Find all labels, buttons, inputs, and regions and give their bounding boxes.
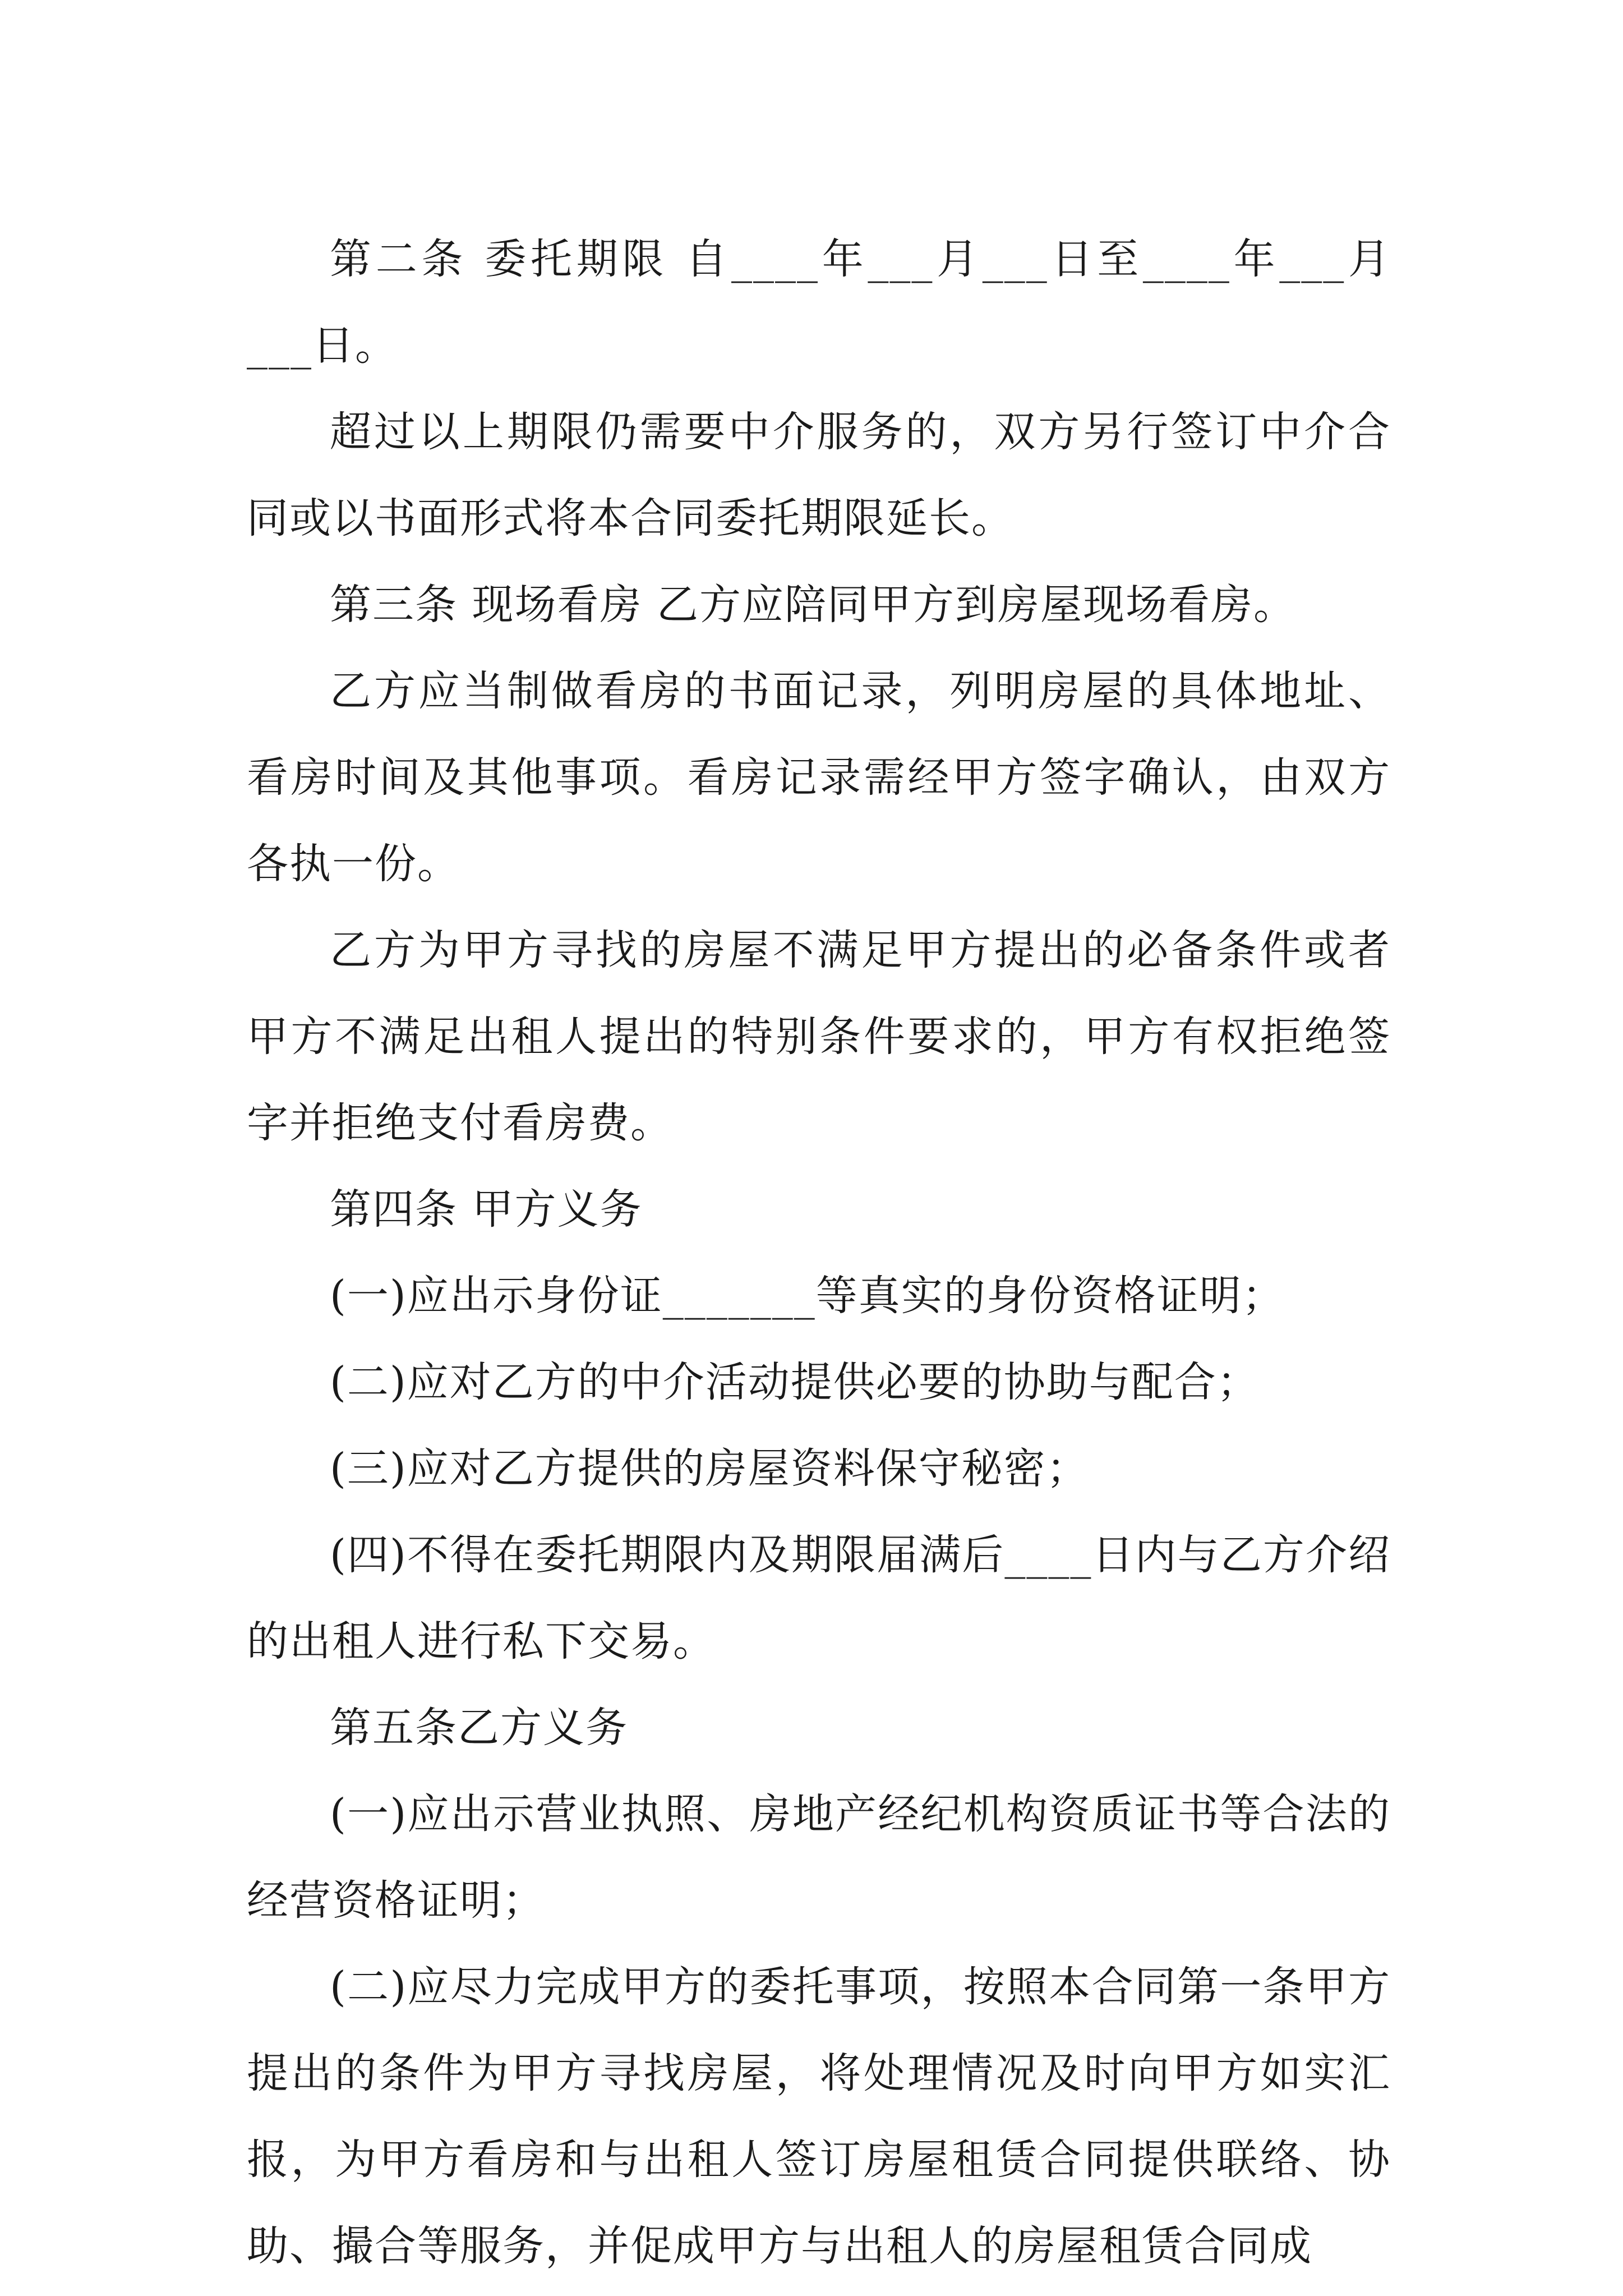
clause-4-item-1: (一)应出示身份证_______等真实的身份资格证明； <box>330 1272 1285 1320</box>
clause-2-term: 第二条 委托期限 自____年___月___日至____年___月___日。 <box>247 235 1391 370</box>
clause-3-refusal: 乙方为甲方寻找的房屋不满足甲方提出的必备条件或者甲方不满足出租人提出的特别条件要求的，甲方有权拒绝签字并拒绝支付看房费。 <box>247 926 1391 1147</box>
clause-4-heading: 第四条 甲方义务 <box>330 1185 643 1234</box>
clause-3-viewing: 第三条 现场看房 乙方应陪同甲方到房屋现场看房。 <box>330 581 1297 629</box>
clause-4-item-4: (四)不得在委托期限内及期限届满后____日内与乙方介绍的出租人进行私下交易。 <box>247 1531 1391 1665</box>
document-body <box>247 216 1391 2289</box>
clause-5-item-2: (二)应尽力完成甲方的委托事项，按照本合同第一条甲方提出的条件为甲方寻找房屋，将处理情况及时向甲方如实汇报，为甲方看房和与出租人签订房屋租赁合同提供联络、协助、撮合等服务，并促成甲方与出租人的房屋租赁合同成 <box>247 1963 1391 2270</box>
clause-4-item-3: (三)应对乙方提供的房屋资料保守秘密； <box>330 1444 1089 1493</box>
clause-2-extension: 超过以上期限仍需要中介服务的，双方另行签订中介合同或以书面形式将本合同委托期限延长。 <box>247 408 1391 542</box>
clause-5-heading: 第五条乙方义务 <box>330 1704 628 1752</box>
clause-5-item-1: (一)应出示营业执照、房地产经纪机构资质证书等合法的经营资格证明； <box>247 1790 1391 1925</box>
clause-4-item-2: (二)应对乙方的中介活动提供必要的协助与配合； <box>330 1358 1260 1406</box>
clause-3-record: 乙方应当制做看房的书面记录，列明房屋的具体地址、看房时间及其他事项。看房记录需经甲方签字确认，由双方各执一份。 <box>247 667 1391 888</box>
